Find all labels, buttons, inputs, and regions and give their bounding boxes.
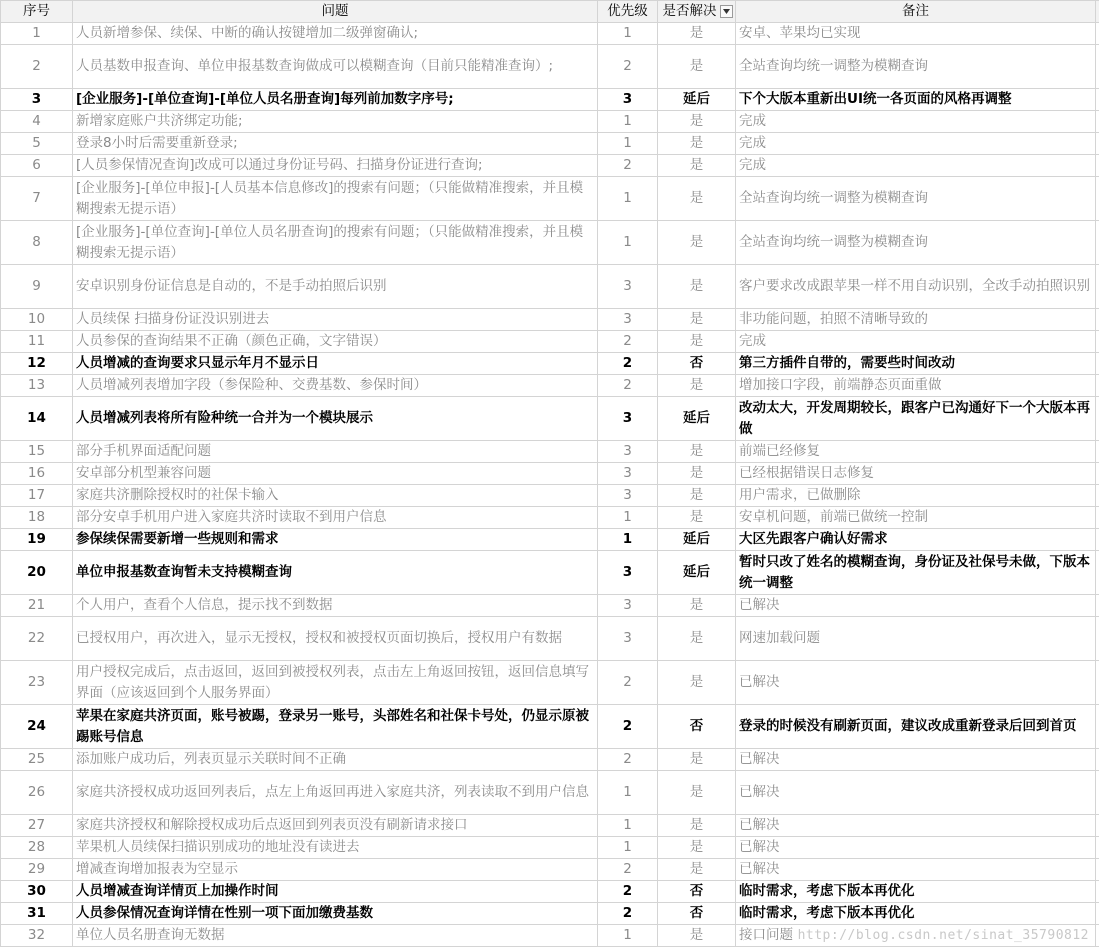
table-row	[0, 45, 1099, 89]
cell-note[interactable]: 全站查询均统一调整为模糊查询	[736, 221, 1096, 264]
cell-no[interactable]: 28	[0, 837, 73, 858]
cell-solved[interactable]: 是	[658, 859, 736, 880]
table-row	[0, 661, 1099, 705]
cell-note[interactable]: 安卓机问题，前端已做统一控制	[736, 507, 1096, 528]
table-row	[0, 463, 1099, 485]
header-solved-label: 是否解决	[662, 3, 717, 19]
cell-no[interactable]: 9	[0, 265, 73, 308]
table-row	[0, 529, 1099, 551]
cell-priority[interactable]: 1	[598, 177, 658, 220]
cell-priority[interactable]: 2	[598, 881, 658, 902]
cell-issue[interactable]: 用户授权完成后，点击返回，返回到被授权列表，点击左上角返回按钮，返回信息填写界面（应该返回到个人服务界面）	[73, 661, 598, 704]
cell-no[interactable]: 14	[0, 397, 73, 440]
cell-solved[interactable]: 延后	[658, 89, 736, 110]
cell-no[interactable]: 10	[0, 309, 73, 330]
cell-issue[interactable]: 人员续保 扫描身份证没识别进去	[73, 309, 598, 330]
cell-issue[interactable]: 安卓部分机型兼容问题	[73, 463, 598, 484]
cell-no[interactable]: 18	[0, 507, 73, 528]
table-row	[0, 133, 1099, 155]
table-body	[0, 23, 1099, 947]
cell-solved[interactable]: 是	[658, 265, 736, 308]
cell-solved[interactable]: 是	[658, 485, 736, 506]
header-solved[interactable]	[658, 1, 736, 22]
cell-priority[interactable]: 3	[598, 309, 658, 330]
cell-solved[interactable]: 是	[658, 221, 736, 264]
table-row	[0, 331, 1099, 353]
cell-issue[interactable]: 家庭共济授权成功返回列表后，点左上角返回再进入家庭共济，列表读取不到用户信息	[73, 771, 598, 814]
cell-note[interactable]: 增加接口字段，前端静态页面重做	[736, 375, 1096, 396]
cell-solved[interactable]: 否	[658, 353, 736, 374]
table-row	[0, 375, 1099, 397]
cell-solved[interactable]: 是	[658, 309, 736, 330]
cell-priority[interactable]: 3	[598, 397, 658, 440]
cell-priority[interactable]: 3	[598, 485, 658, 506]
cell-solved[interactable]: 延后	[658, 397, 736, 440]
cell-issue[interactable]: 已授权用户，再次进入，显示无授权，授权和被授权页面切换后，授权用户有数据	[73, 617, 598, 660]
cell-note[interactable]: 客户要求改成跟苹果一样不用自动识别，全改手动拍照识别	[736, 265, 1096, 308]
cell-priority[interactable]: 1	[598, 221, 658, 264]
cell-solved[interactable]: 延后	[658, 529, 736, 550]
table-row	[0, 177, 1099, 221]
cell-no[interactable]: 7	[0, 177, 73, 220]
cell-note[interactable]: 已解决	[736, 815, 1096, 836]
table-row	[0, 551, 1099, 595]
watermark-text: http://blog.csdn.net/sinat_35790812	[797, 928, 1089, 943]
cell-no[interactable]: 20	[0, 551, 73, 594]
table-row	[0, 155, 1099, 177]
cell-issue[interactable]: 单位人员名册查询无数据	[73, 925, 598, 946]
cell-issue[interactable]: 添加账户成功后，列表页显示关联时间不正确	[73, 749, 598, 770]
cell-solved[interactable]: 是	[658, 837, 736, 858]
table-row	[0, 441, 1099, 463]
cell-solved[interactable]: 是	[658, 507, 736, 528]
cell-solved[interactable]: 是	[658, 749, 736, 770]
cell-priority[interactable]: 3	[598, 441, 658, 462]
cell-priority[interactable]: 1	[598, 133, 658, 154]
cell-issue[interactable]: 新增家庭账户共济绑定功能;	[73, 111, 598, 132]
table-row	[0, 617, 1099, 661]
cell-no[interactable]: 1	[0, 23, 73, 44]
cell-priority[interactable]: 1	[598, 507, 658, 528]
cell-issue[interactable]: 增减查询增加报表为空显示	[73, 859, 598, 880]
cell-no[interactable]: 16	[0, 463, 73, 484]
table-row	[0, 507, 1099, 529]
cell-no[interactable]: 17	[0, 485, 73, 506]
cell-priority[interactable]: 1	[598, 23, 658, 44]
cell-note[interactable]: 下个大版本重新出UI统一各页面的风格再调整	[736, 89, 1096, 110]
cell-no[interactable]: 29	[0, 859, 73, 880]
cell-issue[interactable]: 家庭共济授权和解除授权成功后点返回到列表页没有刷新请求接口	[73, 815, 598, 836]
header-row	[0, 0, 1099, 23]
cell-solved[interactable]: 是	[658, 617, 736, 660]
cell-no[interactable]: 5	[0, 133, 73, 154]
cell-solved[interactable]: 延后	[658, 551, 736, 594]
cell-priority[interactable]: 2	[598, 375, 658, 396]
cell-note[interactable]: 已解决	[736, 771, 1096, 814]
cell-no[interactable]: 25	[0, 749, 73, 770]
cell-note[interactable]: 已解决	[736, 749, 1096, 770]
cell-issue[interactable]: 部分安卓手机用户进入家庭共济时读取不到用户信息	[73, 507, 598, 528]
cell-note[interactable]: 改动太大，开发周期较长，跟客户已沟通好下一个大版本再做	[736, 397, 1096, 440]
cell-issue[interactable]: 人员基数申报查询、单位申报基数查询做成可以模糊查询（目前只能精准查询）;	[73, 45, 598, 88]
cell-issue[interactable]: 人员增减的查询要求只显示年月不显示日	[73, 353, 598, 374]
cell-no[interactable]: 11	[0, 331, 73, 352]
cell-no[interactable]: 21	[0, 595, 73, 616]
cell-note[interactable]: 全站查询均统一调整为模糊查询	[736, 45, 1096, 88]
cell-priority[interactable]: 1	[598, 837, 658, 858]
cell-solved[interactable]: 是	[658, 925, 736, 946]
cell-issue[interactable]: 登录8小时后需要重新登录;	[73, 133, 598, 154]
filter-dropdown-icon[interactable]	[720, 5, 733, 18]
cell-solved[interactable]: 否	[658, 903, 736, 924]
cell-issue[interactable]: 人员增减列表增加字段（参保险种、交费基数、参保时间）	[73, 375, 598, 396]
cell-issue[interactable]: 部分手机界面适配问题	[73, 441, 598, 462]
cell-priority[interactable]: 1	[598, 111, 658, 132]
table-row	[0, 111, 1099, 133]
table-row	[0, 903, 1099, 925]
cell-solved[interactable]: 是	[658, 177, 736, 220]
cell-no[interactable]: 13	[0, 375, 73, 396]
cell-solved[interactable]: 否	[658, 881, 736, 902]
cell-solved[interactable]: 是	[658, 45, 736, 88]
header-priority[interactable]: 优先级	[598, 1, 658, 22]
table-row	[0, 837, 1099, 859]
cell-note[interactable]: 大区先跟客户确认好需求	[736, 529, 1096, 550]
cell-priority[interactable]: 2	[598, 903, 658, 924]
cell-note[interactable]: 前端已经修复	[736, 441, 1096, 462]
cell-note[interactable]: 登录的时候没有刷新页面，建议改成重新登录后回到首页	[736, 705, 1096, 748]
table-row	[0, 265, 1099, 309]
cell-note[interactable]: 已解决	[736, 595, 1096, 616]
cell-solved[interactable]: 是	[658, 133, 736, 154]
cell-no[interactable]: 4	[0, 111, 73, 132]
cell-solved[interactable]: 是	[658, 595, 736, 616]
cell-note[interactable]: 接口问题	[736, 925, 1096, 946]
cell-solved[interactable]: 是	[658, 155, 736, 176]
cell-no[interactable]: 32	[0, 925, 73, 946]
cell-priority[interactable]: 3	[598, 617, 658, 660]
cell-note[interactable]: 用户需求，已做删除	[736, 485, 1096, 506]
cell-priority[interactable]: 2	[598, 155, 658, 176]
cell-priority[interactable]: 2	[598, 331, 658, 352]
cell-note[interactable]: 已解决	[736, 837, 1096, 858]
cell-priority[interactable]: 1	[598, 529, 658, 550]
cell-note[interactable]: 已解决	[736, 859, 1096, 880]
cell-no[interactable]: 27	[0, 815, 73, 836]
cell-no[interactable]: 8	[0, 221, 73, 264]
cell-no[interactable]: 19	[0, 529, 73, 550]
cell-issue[interactable]: [企业服务]-[单位查询]-[单位人员名册查询]的搜索有问题；（只能做精准搜索，并且模糊搜索无提示语）	[73, 221, 598, 264]
cell-no[interactable]: 12	[0, 353, 73, 374]
cell-issue[interactable]: 苹果机人员续保扫描识别成功的地址没有读进去	[73, 837, 598, 858]
cell-priority[interactable]: 1	[598, 925, 658, 946]
cell-solved[interactable]: 是	[658, 375, 736, 396]
cell-note[interactable]: 非功能问题，拍照不清晰导致的	[736, 309, 1096, 330]
cell-issue[interactable]: [人员参保情况查询]改成可以通过身份证号码、扫描身份证进行查询;	[73, 155, 598, 176]
table-row	[0, 221, 1099, 265]
cell-issue[interactable]: 单位申报基数查询暂未支持模糊查询	[73, 551, 598, 594]
cell-priority[interactable]: 3	[598, 551, 658, 594]
header-issue[interactable]: 问题	[73, 1, 598, 22]
cell-solved[interactable]: 是	[658, 771, 736, 814]
header-no[interactable]: 序号	[0, 1, 73, 22]
table-row	[0, 815, 1099, 837]
cell-no[interactable]: 24	[0, 705, 73, 748]
cell-note[interactable]: 临时需求，考虑下版本再优化	[736, 881, 1096, 902]
cell-no[interactable]: 15	[0, 441, 73, 462]
cell-priority[interactable]: 1	[598, 815, 658, 836]
cell-priority[interactable]: 2	[598, 45, 658, 88]
cell-note[interactable]: 完成	[736, 331, 1096, 352]
cell-issue[interactable]: 家庭共济删除授权时的社保卡输入	[73, 485, 598, 506]
cell-solved[interactable]: 是	[658, 23, 736, 44]
cell-issue[interactable]: 人员参保情况查询详情在性别一项下面加缴费基数	[73, 903, 598, 924]
cell-priority[interactable]: 2	[598, 353, 658, 374]
cell-no[interactable]: 31	[0, 903, 73, 924]
cell-issue[interactable]: 人员增减查询详情页上加操作时间	[73, 881, 598, 902]
cell-no[interactable]: 22	[0, 617, 73, 660]
cell-no[interactable]: 23	[0, 661, 73, 704]
cell-solved[interactable]: 是	[658, 331, 736, 352]
cell-issue[interactable]: [企业服务]-[单位查询]-[单位人员名册查询]每列前加数字序号;	[73, 89, 598, 110]
cell-issue[interactable]: 人员增减列表将所有险种统一合并为一个模块展示	[73, 397, 598, 440]
table-row	[0, 353, 1099, 375]
cell-note[interactable]: 完成	[736, 133, 1096, 154]
cell-note[interactable]: 第三方插件自带的，需要些时间改动	[736, 353, 1096, 374]
cell-note[interactable]: 已解决	[736, 661, 1096, 704]
cell-note[interactable]: 安卓、苹果均已实现	[736, 23, 1096, 44]
cell-priority[interactable]: 1	[598, 771, 658, 814]
cell-priority[interactable]: 2	[598, 859, 658, 880]
cell-issue[interactable]: 人员新增参保、续保、中断的确认按键增加二级弹窗确认;	[73, 23, 598, 44]
table-row	[0, 881, 1099, 903]
cell-note[interactable]: 全站查询均统一调整为模糊查询	[736, 177, 1096, 220]
cell-priority[interactable]: 2	[598, 661, 658, 704]
cell-issue[interactable]: 安卓识别身份证信息是自动的，不是手动拍照后识别	[73, 265, 598, 308]
table-row	[0, 309, 1099, 331]
cell-issue[interactable]: 苹果在家庭共济页面，账号被踢，登录另一账号，头部姓名和社保卡号处，仍显示原被踢账号信息	[73, 705, 598, 748]
cell-issue[interactable]: 人员参保的查询结果不正确（颜色正确，文字错误）	[73, 331, 598, 352]
cell-issue[interactable]: 个人用户，查看个人信息，提示找不到数据	[73, 595, 598, 616]
cell-solved[interactable]: 是	[658, 441, 736, 462]
cell-no[interactable]: 2	[0, 45, 73, 88]
cell-solved[interactable]: 否	[658, 705, 736, 748]
table-row	[0, 595, 1099, 617]
table-row	[0, 23, 1099, 45]
cell-solved[interactable]: 是	[658, 111, 736, 132]
cell-no[interactable]: 30	[0, 881, 73, 902]
cell-solved[interactable]: 是	[658, 815, 736, 836]
cell-priority[interactable]: 3	[598, 463, 658, 484]
cell-priority[interactable]: 3	[598, 89, 658, 110]
cell-issue[interactable]: 参保续保需要新增一些规则和需求	[73, 529, 598, 550]
cell-priority[interactable]: 3	[598, 265, 658, 308]
table-row	[0, 485, 1099, 507]
cell-issue[interactable]: [企业服务]-[单位申报]-[人员基本信息修改]的搜索有问题；（只能做精准搜索，并且模糊搜索无提示语）	[73, 177, 598, 220]
cell-note[interactable]: 网速加载问题	[736, 617, 1096, 660]
cell-no[interactable]: 3	[0, 89, 73, 110]
cell-note[interactable]: 完成	[736, 111, 1096, 132]
cell-priority[interactable]: 3	[598, 595, 658, 616]
cell-note[interactable]: 完成	[736, 155, 1096, 176]
cell-note[interactable]: 已经根据错误日志修复	[736, 463, 1096, 484]
cell-note[interactable]: 暂时只改了姓名的模糊查询，身份证及社保号未做，下版本统一调整	[736, 551, 1096, 594]
table-row	[0, 705, 1099, 749]
cell-priority[interactable]: 2	[598, 705, 658, 748]
cell-no[interactable]: 6	[0, 155, 73, 176]
cell-solved[interactable]: 是	[658, 661, 736, 704]
cell-solved[interactable]: 是	[658, 463, 736, 484]
table-row	[0, 89, 1099, 111]
table-row	[0, 397, 1099, 441]
cell-priority[interactable]: 2	[598, 749, 658, 770]
table-row	[0, 859, 1099, 881]
table-row	[0, 749, 1099, 771]
header-note[interactable]: 备注	[736, 1, 1096, 22]
table-row	[0, 771, 1099, 815]
cell-no[interactable]: 26	[0, 771, 73, 814]
cell-note[interactable]: 临时需求，考虑下版本再优化	[736, 903, 1096, 924]
